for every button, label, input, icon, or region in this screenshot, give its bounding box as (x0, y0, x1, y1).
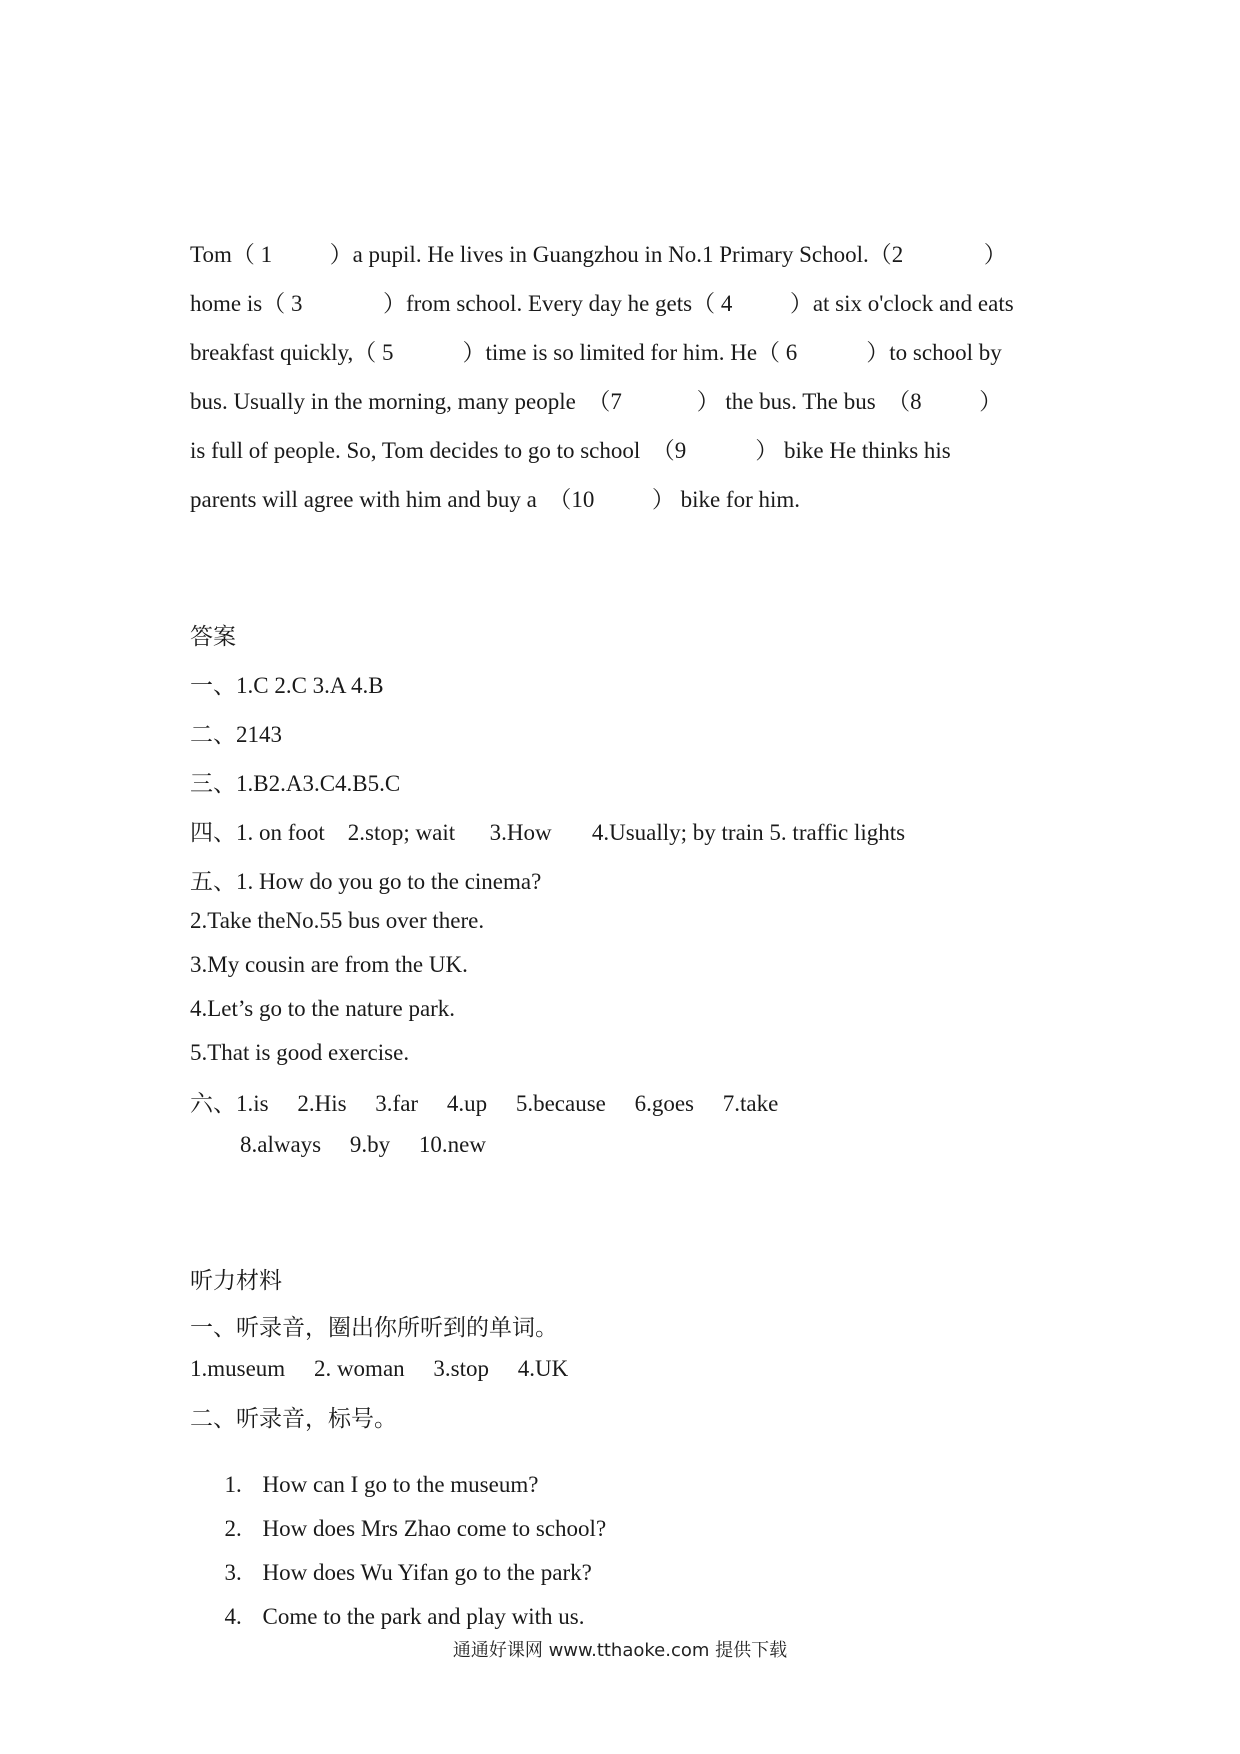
item-number: 4. (224, 1604, 242, 1629)
page-footer: 通通好课网 www.tthaoke.com 提供下载 (452, 1640, 788, 1661)
item-number: 3. (224, 1560, 242, 1585)
listening-section2-title: 二、听录音，标号。 (190, 1406, 397, 1431)
cloze-line: breakfast quickly,（ 5 ）time is so limited for him. He（ 6 ）to school by (190, 340, 1002, 365)
answer-line: 三、1.B2.A3.C4.B5.C (190, 771, 401, 796)
cloze-line: Tom（ 1 ）a pupil. He lives in Guangzhou in No.1 Primary School.（2 ） (190, 242, 1007, 267)
item-text: Come to the park and play with us. (262, 1604, 585, 1629)
answer-line-continuation: 8.always 9.by 10.new (240, 1132, 486, 1157)
item-number: 1. (224, 1472, 242, 1497)
answer-line: 四、1. on foot 2.stop; wait 3.How 4.Usually; by train 5. traffic lights (190, 820, 906, 845)
answer-line: 4.Let’s go to the nature park. (190, 996, 456, 1021)
cloze-line: parents will agree with him and buy a （10 ） bike for him. (190, 487, 801, 512)
listening-section1-words: 1.museum 2. woman 3.stop 4.UK (190, 1356, 569, 1381)
answer-line: 3.My cousin are from the UK. (190, 952, 468, 977)
answer-line: 六、1.is 2.His 3.far 4.up 5.because 6.goes 7.take (190, 1091, 779, 1116)
listening-section1-title: 一、听录音，圈出你所听到的单词。 (190, 1315, 558, 1340)
cloze-line: bus. Usually in the morning, many people （7 ） the bus. The bus （8 ） (190, 389, 1003, 414)
cloze-line: is full of people. So, Tom decides to go to school （9 ） bike He thinks his (190, 438, 951, 463)
item-number: 2. (224, 1516, 242, 1541)
answer-line: 二、2143 (190, 722, 282, 747)
answer-line: 一、1.C 2.C 3.A 4.B (190, 673, 384, 698)
item-text: How can I go to the museum? (262, 1472, 539, 1497)
answer-line: 2.Take theNo.55 bus over there. (190, 908, 485, 933)
item-text: How does Mrs Zhao come to school? (262, 1516, 607, 1541)
item-text: How does Wu Yifan go to the park? (262, 1560, 592, 1585)
listening-heading: 听力材料 (190, 1268, 282, 1293)
cloze-line: home is（ 3 ）from school. Every day he gets（ 4 ）at six o'clock and eats (190, 291, 1014, 316)
answer-line: 5.That is good exercise. (190, 1040, 410, 1065)
answers-heading: 答案 (190, 624, 236, 649)
answer-line: 五、1. How do you go to the cinema? (190, 869, 542, 894)
